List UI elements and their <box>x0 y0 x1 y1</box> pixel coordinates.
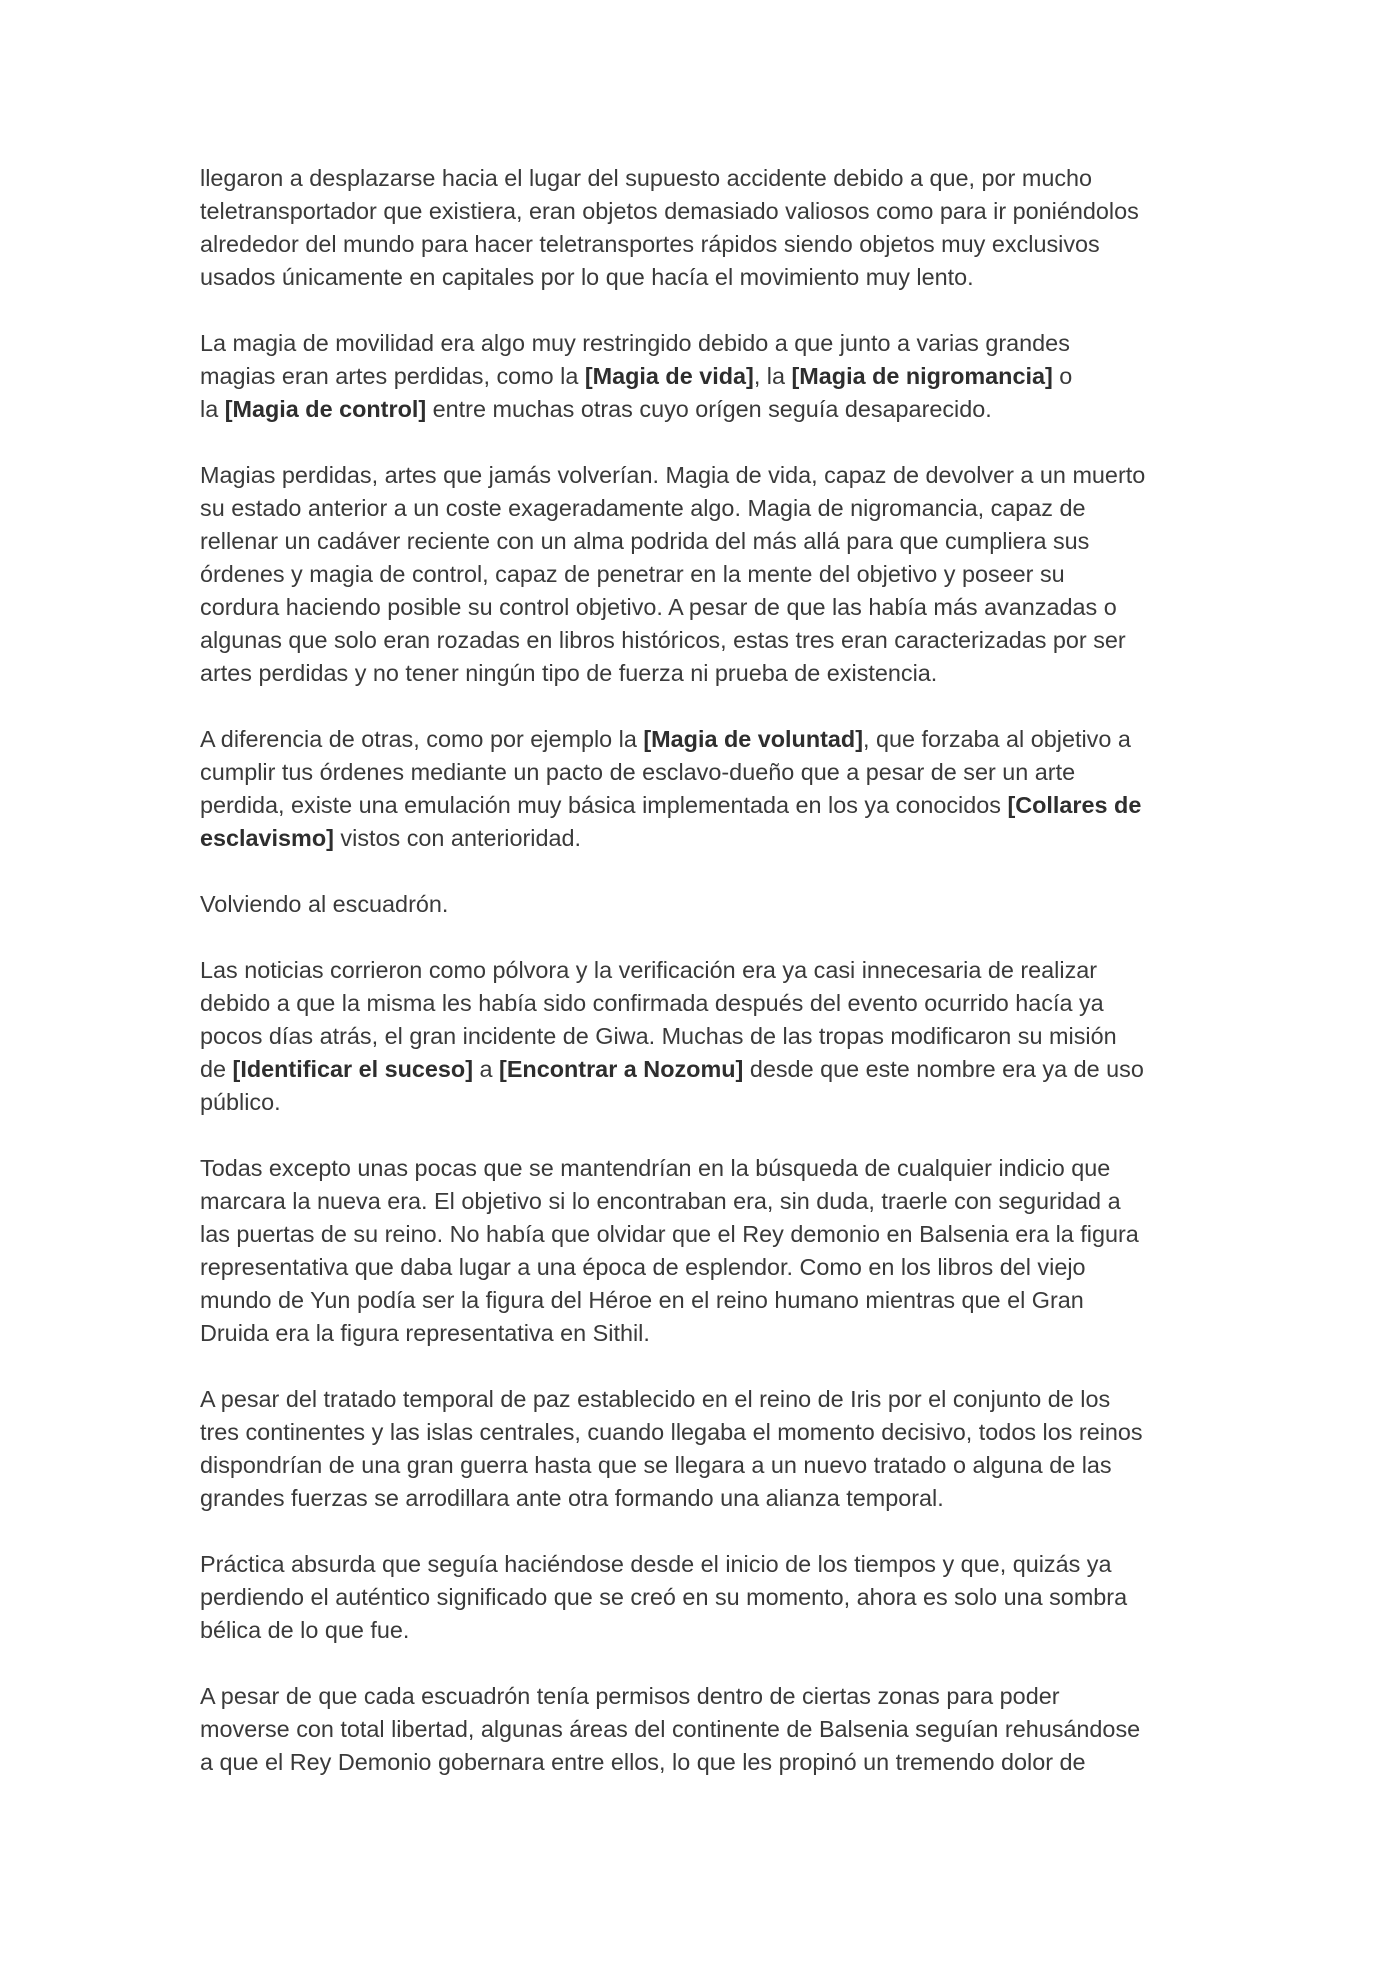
text-run: Las noticias corrieron como pólvora y la verificación era ya casi innecesaria de realizar <box>200 957 1098 983</box>
text-run: a que el Rey Demonio gobernara entre ellos, lo que les propinó un tremendo dolor de <box>200 1749 1086 1775</box>
text-line <box>200 1548 1200 1581</box>
text-line <box>200 1383 1200 1416</box>
text-line <box>200 1053 1200 1086</box>
text-run: Druida era la figura representativa en Sithil. <box>200 1320 650 1346</box>
text-run: las puertas de su reino. No había que olvidar que el Rey demonio en Balsenia era la figura <box>200 1221 1139 1247</box>
paragraph <box>200 1383 1200 1515</box>
text-run: pocos días atrás, el gran incidente de Giwa. Muchas de las tropas modificaron su misión <box>200 1023 1117 1049</box>
text-run: público. <box>200 1089 281 1115</box>
paragraph <box>200 327 1200 426</box>
text-line <box>200 591 1200 624</box>
text-line <box>200 1284 1200 1317</box>
text-run: tres continentes y las islas centrales, cuando llegaba el momento decisivo, todos los reinos <box>200 1419 1143 1445</box>
text-run: A pesar del tratado temporal de paz establecido en el reino de Iris por el conjunto de los <box>200 1386 1111 1412</box>
paragraph <box>200 888 1200 921</box>
text-line <box>200 822 1200 855</box>
text-run: vistos con anterioridad. <box>333 825 581 851</box>
text-run: desde que este nombre era ya de uso <box>743 1056 1144 1082</box>
text-run: , que forzaba al objetivo a <box>863 726 1131 752</box>
text-run: llegaron a desplazarse hacia el lugar del supuesto accidente debido a que, por mucho <box>200 165 1093 191</box>
text-line <box>200 954 1200 987</box>
text-line <box>200 1581 1200 1614</box>
bold-term: [Encontrar a Nozomu] <box>499 1056 744 1082</box>
text-run: su estado anterior a un coste exageradamente algo. Magia de nigromancia, capaz de <box>200 495 1086 521</box>
text-run: A diferencia de otras, como por ejemplo la <box>200 726 644 752</box>
paragraph <box>200 1152 1200 1350</box>
paragraph <box>200 1548 1200 1647</box>
bold-term: [Magia de nigromancia] <box>791 363 1053 389</box>
text-line <box>200 195 1200 228</box>
text-line <box>200 1218 1200 1251</box>
text-run: a <box>473 1056 500 1082</box>
text-run: de <box>200 1056 233 1082</box>
text-run: rellenar un cadáver reciente con un alma podrida del más allá para que cumpliera sus <box>200 528 1090 554</box>
text-run: , la <box>753 363 792 389</box>
text-run: cumplir tus órdenes mediante un pacto de esclavo-dueño que a pesar de ser un arte <box>200 759 1076 785</box>
text-line <box>200 1317 1200 1350</box>
text-run: moverse con total libertad, algunas áreas del continente de Balsenia seguían rehusándose <box>200 1716 1141 1742</box>
text-line <box>200 1449 1200 1482</box>
text-run: representativa que daba lugar a una época de esplendor. Como en los libros del viejo <box>200 1254 1086 1280</box>
text-line <box>200 1713 1200 1746</box>
text-run: cordura haciendo posible su control objetivo. A pesar de que las había más avanzadas o <box>200 594 1117 620</box>
document-page <box>200 162 1200 1812</box>
text-run: perdida, existe una emulación muy básica implementada en los ya conocidos <box>200 792 1008 818</box>
text-line <box>200 657 1200 690</box>
text-run: bélica de lo que fue. <box>200 1617 410 1643</box>
bold-term: [Identificar el suceso] <box>232 1056 474 1082</box>
text-run: artes perdidas y no tener ningún tipo de fuerza ni prueba de existencia. <box>200 660 938 686</box>
paragraph <box>200 723 1200 855</box>
bold-term: [Magia de voluntad] <box>643 726 863 752</box>
text-line <box>200 261 1200 294</box>
text-line <box>200 987 1200 1020</box>
text-line <box>200 327 1200 360</box>
text-line <box>200 1251 1200 1284</box>
text-run: Volviendo al escuadrón. <box>200 891 449 917</box>
text-line <box>200 1614 1200 1647</box>
text-run: La magia de movilidad era algo muy restringido debido a que junto a varias grandes <box>200 330 1070 356</box>
text-line <box>200 459 1200 492</box>
bold-term: [Magia de vida] <box>584 363 754 389</box>
text-run: marcara la nueva era. El objetivo si lo encontraban era, sin duda, traerle con seguridad a <box>200 1188 1121 1214</box>
text-run: mundo de Yun podía ser la figura del Héroe en el reino humano mientras que el Gran <box>200 1287 1084 1313</box>
text-line <box>200 360 1200 393</box>
text-line <box>200 1020 1200 1053</box>
text-run: órdenes y magia de control, capaz de penetrar en la mente del objetivo y poseer su <box>200 561 1065 587</box>
text-line <box>200 624 1200 657</box>
text-line <box>200 723 1200 756</box>
text-run: Magias perdidas, artes que jamás volverían. Magia de vida, capaz de devolver a un muerto <box>200 462 1146 488</box>
text-run: usados únicamente en capitales por lo que hacía el movimiento muy lento. <box>200 264 974 290</box>
text-line <box>200 162 1200 195</box>
text-run: Todas excepto unas pocas que se mantendrían en la búsqueda de cualquier indicio que <box>200 1155 1111 1181</box>
text-run: Práctica absurda que seguía haciéndose desde el inicio de los tiempos y que, quizás ya <box>200 1551 1112 1577</box>
text-line <box>200 1185 1200 1218</box>
text-run: alrededor del mundo para hacer teletransportes rápidos siendo objetos muy exclusivos <box>200 231 1100 257</box>
text-line <box>200 1680 1200 1713</box>
bold-term: [Magia de control] <box>224 396 427 422</box>
text-line <box>200 525 1200 558</box>
text-run: algunas que solo eran rozadas en libros históricos, estas tres eran caracterizadas por ser <box>200 627 1126 653</box>
text-line <box>200 1416 1200 1449</box>
text-line <box>200 492 1200 525</box>
paragraph <box>200 954 1200 1119</box>
text-run: A pesar de que cada escuadrón tenía permisos dentro de ciertas zonas para poder <box>200 1683 1060 1709</box>
bold-term: esclavismo] <box>200 825 334 851</box>
text-line <box>200 1086 1200 1119</box>
text-line <box>200 393 1200 426</box>
text-run: teletransportador que existiera, eran objetos demasiado valiosos como para ir poniéndolos <box>200 198 1139 224</box>
text-run: o <box>1052 363 1073 389</box>
paragraph <box>200 1680 1200 1779</box>
text-run: debido a que la misma les había sido confirmada después del evento ocurrido hacía ya <box>200 990 1104 1016</box>
text-line <box>200 1746 1200 1779</box>
text-run: magias eran artes perdidas, como la <box>200 363 585 389</box>
text-line <box>200 558 1200 591</box>
text-run: dispondrían de una gran guerra hasta que se llegara a un nuevo tratado o alguna de las <box>200 1452 1112 1478</box>
text-run: perdiendo el auténtico significado que se creó en su momento, ahora es solo una sombra <box>200 1584 1128 1610</box>
text-run: la <box>200 396 225 422</box>
text-line <box>200 1482 1200 1515</box>
text-line <box>200 756 1200 789</box>
text-line <box>200 228 1200 261</box>
bold-term: [Collares de <box>1007 792 1142 818</box>
paragraph <box>200 459 1200 690</box>
text-run: entre muchas otras cuyo orígen seguía desaparecido. <box>426 396 992 422</box>
paragraph <box>200 162 1200 294</box>
text-line <box>200 789 1200 822</box>
text-line <box>200 888 1200 921</box>
text-line <box>200 1152 1200 1185</box>
text-run: grandes fuerzas se arrodillara ante otra formando una alianza temporal. <box>200 1485 944 1511</box>
